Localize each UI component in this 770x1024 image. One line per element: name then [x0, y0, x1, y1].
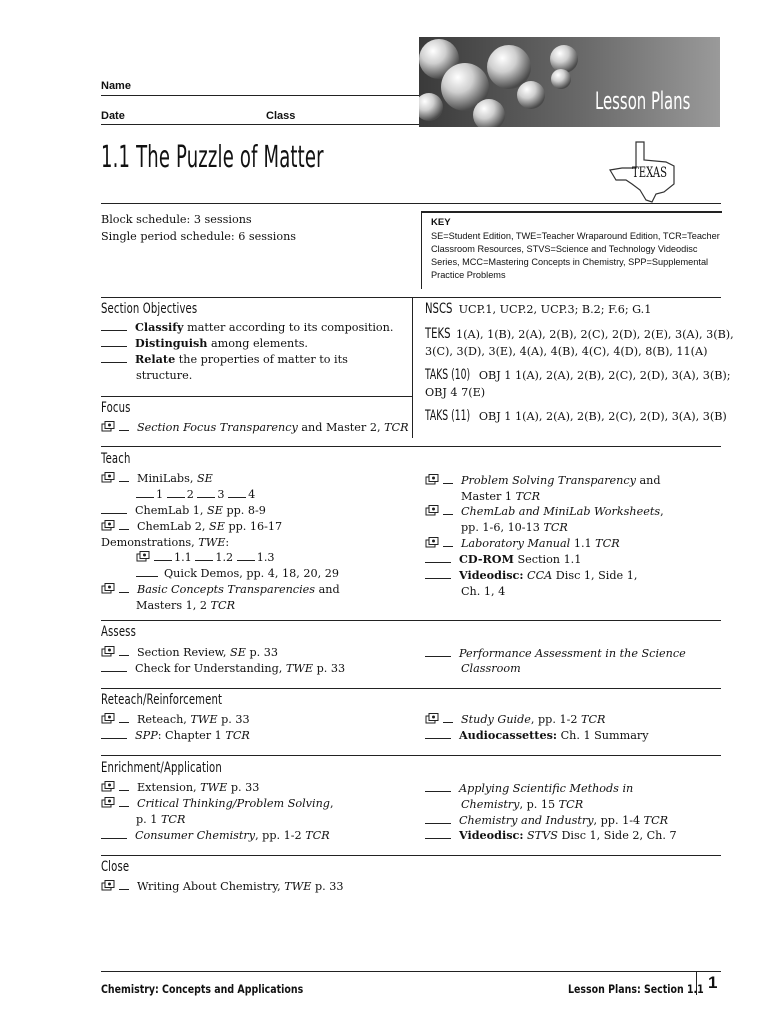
assess-heading: Assess [101, 624, 136, 640]
column-divider [412, 297, 413, 438]
cd-icon [101, 880, 117, 891]
footer-book-title: Chemistry: Concepts and Applications [101, 982, 304, 996]
footer-rule [101, 971, 721, 972]
focus-rule [101, 396, 412, 397]
texas-badge [606, 140, 680, 204]
assess-check: Check for Understanding, TWE p. 33 [101, 661, 345, 677]
enrichment-extension: Extension, TWE p. 33 [101, 780, 259, 796]
teach-cdrom: CD-ROM Section 1.1 [425, 552, 581, 568]
nscs-standards: NSCS UCP.1, UCP.2, UCP.3; B.2; F.6; G.1 [425, 301, 652, 317]
cd-icon [101, 646, 117, 657]
name-line [101, 95, 439, 96]
single-schedule: Single period schedule: 6 sessions [101, 230, 297, 243]
class-label: Class [266, 110, 296, 122]
teach-chemlab-2: ChemLab 2, SE pp. 16-17 [101, 519, 282, 535]
taks11-standards: TAKS (11) OBJ 1 1(A), 2(A), 2(B), 2(C), 2(D), 3(A), 3(B) [425, 408, 727, 424]
page-title: 1.1 The Puzzle of Matter [101, 140, 324, 175]
teach-masters: Masters 1, 2 TCR [136, 599, 235, 612]
reteach-spp: SPP: Chapter 1 TCR [101, 728, 250, 744]
key-line-2: Classroom Resources, STVS=Science and Technology Videodisc [431, 244, 698, 254]
cd-icon [425, 713, 441, 724]
reteach-rule [101, 688, 721, 689]
close-writing: Writing About Chemistry, TWE p. 33 [101, 879, 343, 895]
enrichment-critical-thinking: Critical Thinking/Problem Solving, [101, 796, 334, 812]
objective-3: Relate the properties of matter to its [101, 352, 348, 368]
teach-demo-numbers: 1.1 1.2 1.3 [136, 550, 275, 566]
cd-icon [101, 713, 117, 724]
cd-icon [425, 474, 441, 485]
teach-videodisc: Videodisc: CCA Disc 1, Side 1, [425, 568, 637, 584]
teach-heading: Teach [101, 451, 131, 467]
teach-rule [101, 446, 721, 447]
enrichment-rule [101, 755, 721, 756]
taks10-standards-cont: OBJ 4 7(E) [425, 386, 486, 399]
teks-standards: TEKS 1(A), 1(B), 2(A), 2(B), 2(C), 2(D), 2(E), 3(A), 3(B), [425, 326, 734, 342]
reteach-audiocassettes: Audiocassettes: Ch. 1 Summary [425, 728, 649, 744]
key-box [421, 211, 722, 289]
reteach-item: Reteach, TWE p. 33 [101, 712, 250, 728]
cd-icon [101, 781, 117, 792]
key-line-3: Series, MCC=Mastering Concepts in Chemistry, SPP=Supplemental [431, 257, 709, 267]
teach-chemlab-1: ChemLab 1, SE pp. 8-9 [101, 503, 266, 519]
key-line-1: SE=Student Edition, TWE=Teacher Wraparound Edition, TCR=Teacher [431, 231, 720, 241]
teach-ps-master: Master 1 TCR [461, 490, 541, 503]
date-line [101, 124, 419, 125]
close-rule [101, 855, 721, 856]
footer-section: Lesson Plans: Section 1.1 [568, 982, 704, 996]
reteach-study-guide: Study Guide, pp. 1-2 TCR [425, 712, 605, 728]
cd-icon [425, 505, 441, 516]
close-heading: Close [101, 859, 130, 875]
cd-icon [136, 551, 152, 562]
objective-1: Classify matter according to its composition. [101, 320, 393, 336]
banner-title: Lesson Plans [595, 87, 691, 115]
key-label: KEY [431, 217, 451, 228]
cd-icon [101, 472, 117, 483]
cd-icon [101, 583, 117, 594]
assess-performance: Performance Assessment in the Science [425, 646, 686, 662]
cd-icon [101, 421, 117, 432]
date-label: Date [101, 110, 125, 122]
footer-divider [696, 971, 697, 995]
enrichment-industry: Chemistry and Industry, pp. 1-4 TCR [425, 813, 668, 829]
assess-performance-cont: Classroom [461, 662, 521, 675]
teach-quick-demos: Quick Demos, pp. 4, 18, 20, 29 [136, 566, 339, 582]
teach-minilab-numbers: 1 2 3 4 [136, 487, 255, 503]
enrichment-ct-page: p. 1 TCR [136, 813, 186, 826]
enrichment-heading: Enrichment/Application [101, 760, 222, 776]
objective-3-cont: structure. [136, 369, 193, 382]
teach-chemlab-worksheets: ChemLab and MiniLab Worksheets, [425, 504, 664, 520]
block-schedule: Block schedule: 3 sessions [101, 213, 252, 226]
title-rule [101, 203, 721, 204]
page-number: 1 [708, 973, 718, 992]
focus-item: Section Focus Transparency and Master 2, TCR [101, 420, 409, 436]
teach-demonstrations: Demonstrations, TWE: [101, 536, 230, 549]
section-objectives-heading: Section Objectives [101, 301, 198, 317]
objective-2: Distinguish among elements. [101, 336, 308, 352]
teach-problem-solving: Problem Solving Transparency and [425, 473, 661, 489]
key-line-4: Practice Problems [431, 270, 506, 280]
enrichment-asm-cont: Chemistry, p. 15 TCR [461, 798, 584, 811]
teach-lab-manual: Laboratory Manual 1.1 TCR [425, 536, 620, 552]
reteach-heading: Reteach/Reinforcement [101, 692, 223, 708]
teach-basic-concepts: Basic Concepts Transparencies and [101, 582, 340, 598]
teks-standards-cont: 3(C), 3(D), 3(E), 4(A), 4(B), 4(C), 4(D), 8(B), 11(A) [425, 345, 708, 358]
teach-worksheet-pages: pp. 1-6, 10-13 TCR [461, 521, 568, 534]
enrichment-consumer: Consumer Chemistry, pp. 1-2 TCR [101, 828, 330, 844]
name-label: Name [101, 80, 131, 92]
enrichment-videodisc: Videodisc: STVS Disc 1, Side 2, Ch. 7 [425, 828, 677, 844]
enrichment-asm: Applying Scientific Methods in [425, 781, 633, 797]
assess-rule [101, 620, 721, 621]
focus-heading: Focus [101, 400, 131, 416]
teach-minilabs: MiniLabs, SE [101, 471, 213, 487]
cd-icon [101, 520, 117, 531]
texas-label: TEXAS [632, 165, 668, 181]
objectives-rule [101, 297, 721, 298]
cd-icon [425, 537, 441, 548]
cd-icon [101, 797, 117, 808]
teach-videodisc-ch: Ch. 1, 4 [461, 585, 506, 598]
assess-section-review: Section Review, SE p. 33 [101, 645, 278, 661]
lesson-plans-banner [419, 37, 720, 127]
taks10-standards: TAKS (10) OBJ 1 1(A), 2(A), 2(B), 2(C), 2(D), 3(A), 3(B); [425, 367, 731, 383]
